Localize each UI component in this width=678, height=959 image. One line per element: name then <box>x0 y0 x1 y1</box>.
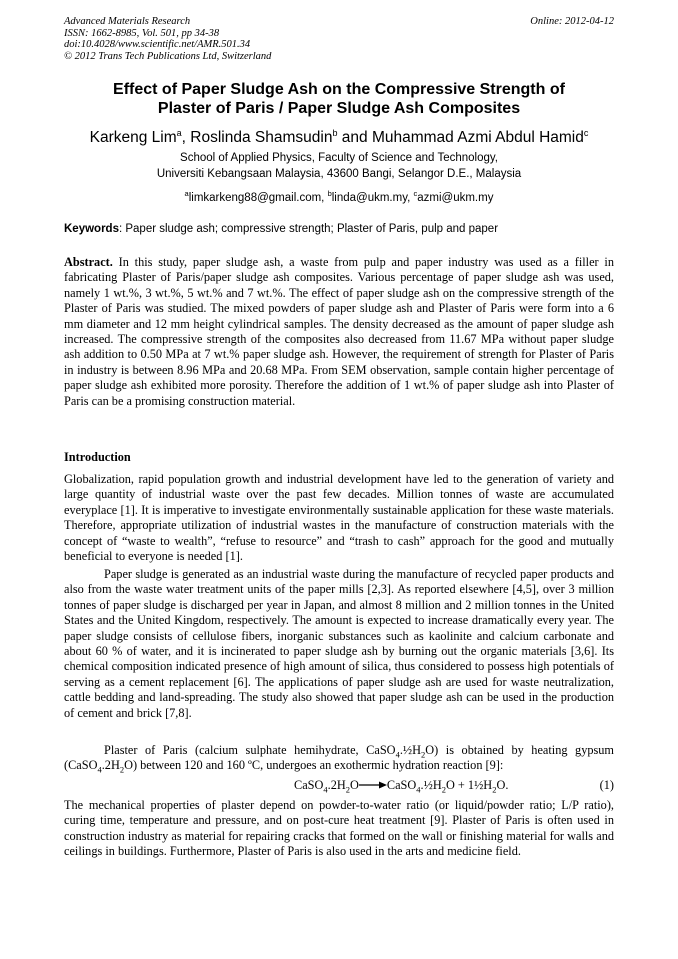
author-emails <box>64 186 614 206</box>
author-affil-mark: c <box>583 128 589 138</box>
author-name: Muhammad Azmi Abdul Hamid <box>371 129 584 146</box>
abstract <box>64 255 614 409</box>
equation-run: CaSO <box>294 778 324 792</box>
subscript: 4 <box>323 784 328 795</box>
text-run: Plaster of Paris (calcium sulphate hemihydrate, CaSO <box>104 743 396 757</box>
copyright-line: © 2012 Trans Tech Publications Ltd, Switzerland <box>64 50 272 62</box>
paper-title <box>64 80 614 118</box>
equation-run: O. <box>496 778 509 792</box>
author-affil-mark: b <box>332 128 338 138</box>
subscript: 2 <box>345 784 350 795</box>
text-run: O) is obtained by heating gypsum (CaSO <box>64 743 614 773</box>
equation-run: O <box>350 778 359 792</box>
author-separator: and <box>337 129 372 146</box>
email-address: azmi@ukm.my <box>417 192 494 204</box>
email-address: linda@ukm.my, <box>331 192 414 204</box>
doi-line: doi:10.4028/www.scientific.net/AMR.501.34 <box>64 39 251 51</box>
subscript: 4 <box>395 749 400 760</box>
author-name: Roslinda Shamsudin <box>190 129 333 146</box>
intro-paragraph-3 <box>64 743 614 774</box>
text-run: .2H <box>101 758 120 773</box>
equation-run: .2H <box>327 778 346 792</box>
abstract-text: In this study, paper sludge ash, a waste from pulp and paper industry was used as a filler in fabricating Plaster of Paris/paper sludge ash composites. Various percentage of paper sludge ash was used, namely 1 wt.%, 3 wt.%, 5 wt.% and 7 wt.%. The effect of paper sludge ash on the compressive strength of the Plaster of Paris was studied. The mixed powders of paper sludge ash and Plaster of Paris were form into a 6 mm diameter and 12 mm height cylindrical samples. The density decreased as the amount of paper sludge ash increased. The compressive strength of the composites also decreased from 11.67 MPa without paper sludge ash addition to 0.50 MPa at 7 wt.% paper sludge ash. However, the requirement of strength for Plaster of Paris in industry is between 8.96 MPa and 20.68 MPa. From SEM observation, sample contain higher percentage of paper sludge ash exhibited more porosity. Therefore the addition of 1 wt.% of paper sludge ash into Plaster of Paris can be a promising construction material. <box>64 255 614 408</box>
subscript: 2 <box>119 764 125 775</box>
intro-paragraph-4: The mechanical properties of plaster depend on powder-to-water ratio (or liquid/powder ratio; L/P ratio), curing time, temperature and pressure, and on post-cure heat treatment [9]. Plaster of Paris is often used in construction industry as material for repairing cracks that formed on the wall or finishing material for walls and ceilings in buildings. Furthermore, Plaster of Paris is also used in the arts and medicine field. <box>64 798 614 859</box>
keywords-text: : Paper sludge ash; compressive strength; Plaster of Paris, pulp and paper <box>118 223 499 235</box>
author-list <box>64 124 614 147</box>
title-line-1: Effect of Paper Sludge Ash on the Compressive Strength of <box>113 81 565 98</box>
subscript: 2 <box>421 749 426 760</box>
reaction-arrow-icon <box>359 780 387 790</box>
subscript: 4 <box>416 784 421 795</box>
subscript: 4 <box>97 764 102 775</box>
subscript: 2 <box>492 784 497 795</box>
email-address: limkarkeng88@gmail.com, <box>188 192 328 204</box>
equation-run: O + 1½H <box>445 778 493 792</box>
equation-body <box>294 778 508 793</box>
online-date: Online: 2012-04-12 <box>530 16 614 27</box>
equation-1 <box>64 778 614 794</box>
email-mark: b <box>327 189 332 198</box>
issn-line: ISSN: 1662-8985, Vol. 501, pp 34-38 <box>64 27 220 39</box>
subscript: 2 <box>441 784 446 795</box>
keywords <box>64 222 614 236</box>
journal-name: Advanced Materials Research <box>64 16 191 27</box>
affiliation-line-1: School of Applied Physics, Faculty of Science and Technology, <box>180 152 498 164</box>
intro-paragraph-1: Globalization, rapid population growth and industrial development have led to the generation of variety and large quantity of industrial waste over the past few decades. Million tonnes of waste are accumulated everyplace [1]. It is imperative to investigate environmentally sustainable application for these waste materials. Therefore, appropriate utilization of industrial wastes in the manufacture of construction materials with the concept of “waste to wealth”, “refuse to resource” and “trash to cash” approach for the good and mutually beneficial to everyone is needed [1]. <box>64 472 614 564</box>
affiliation-line-2: Universiti Kebangsaan Malaysia, 43600 Bangi, Selangor D.E., Malaysia <box>156 168 522 180</box>
author-name: Karkeng Lim <box>89 129 177 146</box>
author-affil-mark: a <box>176 128 182 138</box>
title-line-2: Plaster of Paris / Paper Sludge Ash Composites <box>157 100 521 117</box>
equation-number: (1) <box>599 778 614 792</box>
intro-paragraph-2: Paper sludge is generated as an industrial waste during the manufacture of recycled paper products and also from the waste water treatment units of the paper mills [2,3]. As reported elsewhere [4,5], over 3 million tonnes of paper sludge is discharged per year in Japan, and almost 8 million and 2 million tonnes in the United States and the United Kingdom, respectively. The amount is expected to increase dramatically every year. The paper sludge consists of cellulose fibers, inorganic substances such as kaolinite and calcium carbonate and about 60 % of water, and it is incinerated to paper sludge ash by burning out the organic materials [3,6]. Its chemical composition indicated presence of high amount of silica, thus considered to possess high potentials of serving as a cement replacement [6]. The applications of paper sludge ash are used for waste neutralization, cattle bedding and land-spreading. The study also showed that paper sludge ash can be used in the production of cement and brick [7,8]. <box>64 567 614 720</box>
equation-run: .½H <box>420 778 442 792</box>
text-run: .½H <box>399 743 421 757</box>
email-mark: a <box>184 189 189 198</box>
equation-run: CaSO <box>386 778 417 792</box>
text-run: O) between 120 and 160 ºC, undergoes an exothermic hydration reaction [9]: <box>124 758 504 773</box>
abstract-label: Abstract. <box>64 255 113 269</box>
keywords-label: Keywords <box>64 223 119 235</box>
affiliation <box>64 150 614 182</box>
author-separator: , <box>181 129 191 146</box>
section-heading-introduction: Introduction <box>64 450 131 464</box>
email-mark: c <box>413 189 418 198</box>
